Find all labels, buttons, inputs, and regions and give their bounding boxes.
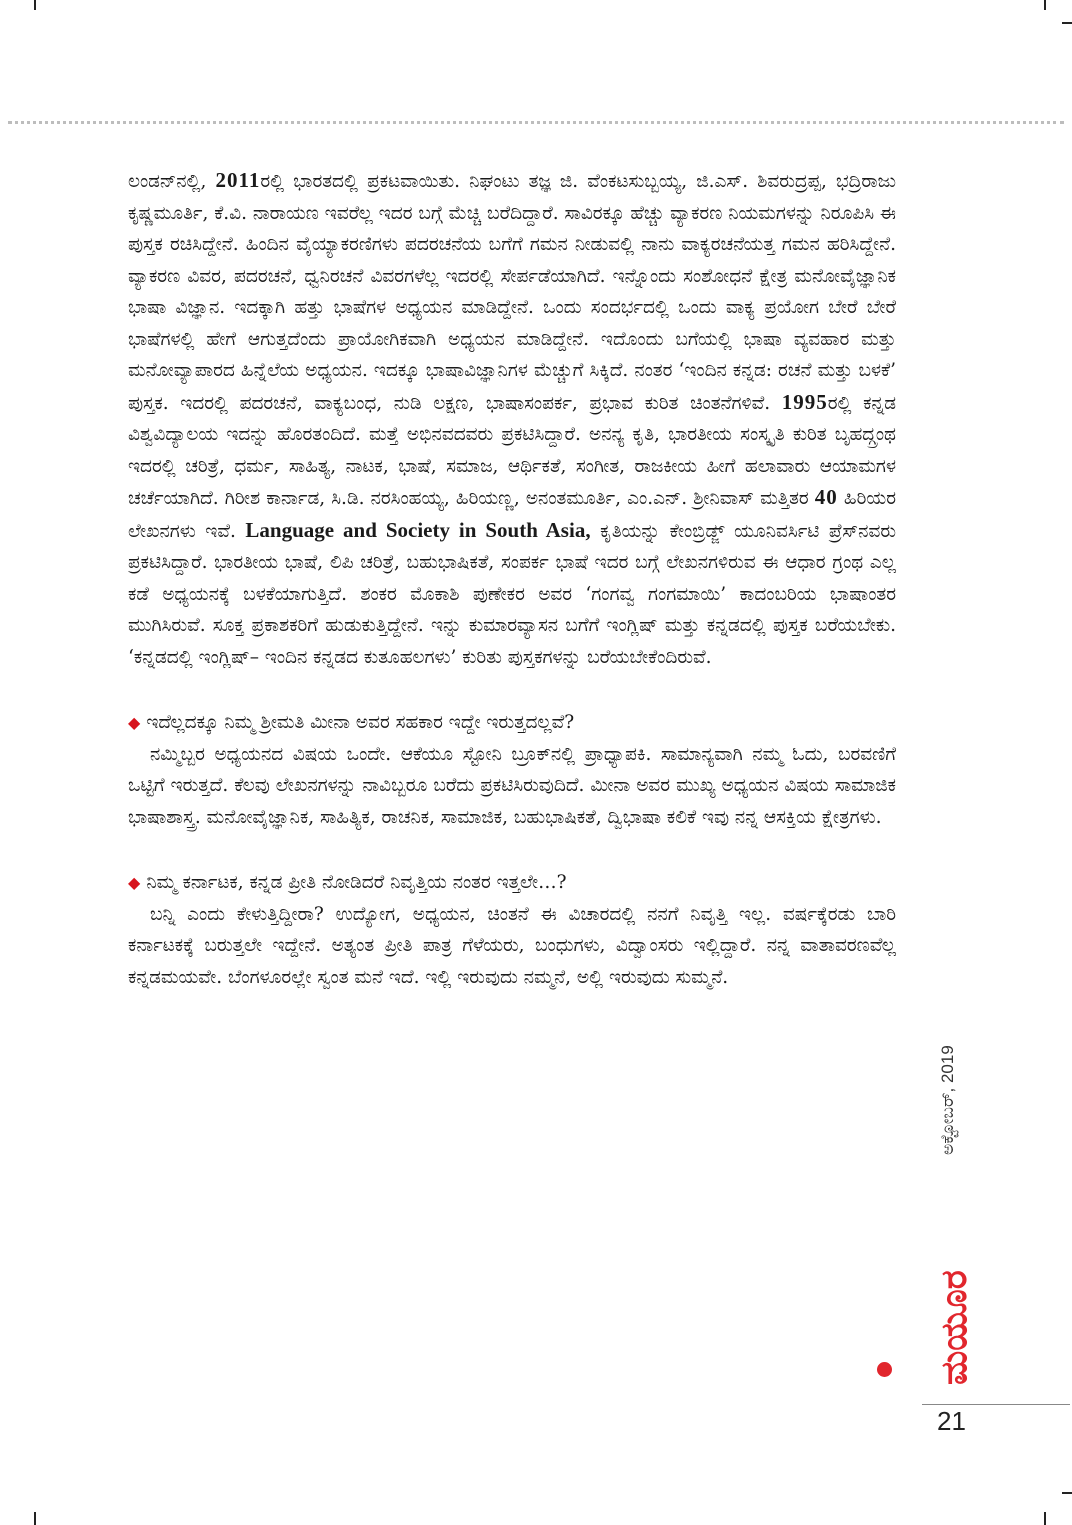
article-paragraph (128, 165, 896, 673)
crop-mark-top-left (34, 0, 36, 10)
issue-date-text: ಅಕ್ಟೋಬರ್, 2019 (938, 1045, 957, 1155)
folio-rule (922, 1404, 1070, 1405)
english-book-title: Language and Society in South Asia, (245, 517, 591, 542)
crop-mark-top-right (1044, 0, 1046, 10)
count-40: 40 (814, 485, 838, 509)
dotted-header-rule (8, 121, 1064, 124)
diamond-bullet-icon: ◆ (128, 713, 141, 732)
interview-question (128, 707, 896, 739)
crop-mark-right-lower (1062, 1492, 1072, 1494)
text-run: ಹಿರಿಯರ ಲೇಖನಗಳು ಇವೆ. (128, 488, 896, 542)
question-text: ಇದೆಲ್ಲದಕ್ಕೂ ನಿಮ್ಮ ಶ್ರೀಮತಿ ಮೀನಾ ಅವರ ಸಹಕಾರ ಇದ್ದೇ ಇರುತ್ತದಲ್ಲವೆ? (146, 712, 575, 733)
year-1995: 1995 (781, 389, 828, 414)
text-run: ರಲ್ಲಿ ಭಾರತದಲ್ಲಿ ಪ್ರಕಟವಾಯಿತು. ನಿಘಂಟು ತಜ್ಞ ಜಿ. ವೆಂಕಟಸುಬ್ಬಯ್ಯ, ಜಿ.ಎಸ್. ಶಿವರುದ್ರಪ್ಪ, ಭದ್ರಿರಾಜು ಕೃಷ್ಣಮೂರ್ತಿ, ಕೆ.ವಿ. ನಾರಾಯಣ ಇವರೆಲ್ಲ ಇದರ ಬಗ್ಗೆ ಮೆಚ್ಚಿ ಬರೆದಿದ್ದಾರೆ. ಸಾವಿರಕ್ಕೂ ಹೆಚ್ಚು ವ್ಯಾಕರಣ ನಿಯಮಗಳನ್ನು ನಿರೂಪಿಸಿ ಈ ಪುಸ್ತಕ ರಚಿಸಿದ್ದೇನೆ. ಹಿಂದಿನ ವೈಯ್ಯಾಕರಣಿಗಳು ಪದರಚನೆಯ ಬಗೆಗೆ ಗಮನ ನೀಡುವಲ್ಲಿ ನಾನು ವಾಕ್ಯರಚನೆಯತ್ತ ಗಮನ ಹರಿಸಿದ್ದೇನೆ. ವ್ಯಾಕರಣ ವಿವರ, ಪದರಚನೆ, ಧ್ವನಿರಚನೆ ವಿವರಗಳೆಲ್ಲ ಇದರಲ್ಲಿ ಸೇರ್ಪಡೆಯಾಗಿದೆ. ಇನ್ನೊಂದು ಸಂಶೋಧನೆ ಕ್ಷೇತ್ರ ಮನೋವೈಜ್ಞಾನಿಕ ಭಾಷಾ ವಿಜ್ಞಾನ. ಇದಕ್ಕಾಗಿ ಹತ್ತು ಭಾಷೆಗಳ ಅಧ್ಯಯನ ಮಾಡಿದ್ದೇನೆ. ಒಂದು ಸಂದರ್ಭದಲ್ಲಿ ಒಂದು ವಾಕ್ಯ ಪ್ರಯೋಗ ಬೇರೆ ಬೇರೆ ಭಾಷೆಗಳಲ್ಲಿ ಹೇಗೆ ಆಗುತ್ತದೆಂದು ಪ್ರಾಯೋಗಿಕವಾಗಿ ಅಧ್ಯಯನ ಮಾಡಿದ್ದೇನೆ. ಇದೊಂದು ಬಗೆಯಲ್ಲಿ ಭಾಷಾ ವ್ಯವಹಾರ ಮತ್ತು ಮನೋವ್ಯಾಪಾರದ ಹಿನ್ನೆಲೆಯ ಅಧ್ಯಯನ. ಇದಕ್ಕೂ ಭಾಷಾವಿಜ್ಞಾನಿಗಳ ಮೆಚ್ಚುಗೆ ಸಿಕ್ಕಿದೆ. ನಂತರ ‘ಇಂದಿನ ಕನ್ನಡ: ರಚನೆ ಮತ್ತು ಬಳಕೆ’ ಪುಸ್ತಕ. ಇದರಲ್ಲಿ ಪದರಚನೆ, ವಾಕ್ಯಬಂಧ, ನುಡಿ ಲಕ್ಷಣ, ಭಾಷಾಸಂಪರ್ಕ, ಪ್ರಭಾವ ಕುರಿತ ಚಿಂತನೆಗಳಿವೆ. (128, 171, 896, 414)
interview-answer: ಬನ್ನಿ ಎಂದು ಕೇಳುತ್ತಿದ್ದೀರಾ? ಉದ್ಯೋಗ, ಅಧ್ಯಯನ, ಚಿಂತನೆ ಈ ವಿಚಾರದಲ್ಲಿ ನನಗೆ ನಿವೃತ್ತಿ ಇಲ್ಲ. ವರ್ಷಕ್ಕೆರಡು ಬಾರಿ ಕರ್ನಾಟಕಕ್ಕೆ ಬರುತ್ತಲೇ ಇದ್ದೇನೆ. ಅತ್ಯಂತ ಪ್ರೀತಿ ಪಾತ್ರ ಗೆಳೆಯರು, ಬಂಧುಗಳು, ವಿದ್ವಾಂಸರು ಇಲ್ಲಿದ್ದಾರೆ. ನನ್ನ ವಾತಾವರಣವೆಲ್ಲ ಕನ್ನಡಮಯವೇ. ಬೆಂಗಳೂರಲ್ಲೇ ಸ್ವಂತ ಮನೆ ಇದೆ. ಇಲ್ಲಿ ಇರುವುದು ನಮ್ಮನೆ, ಅಲ್ಲಿ ಇರುವುದು ಸುಮ್ಮನೆ. (128, 903, 896, 988)
interview-answer: ನಮ್ಮಿಬ್ಬರ ಅಧ್ಯಯನದ ವಿಷಯ ಒಂದೇ. ಆಕೆಯೂ ಸ್ಟೋನಿ ಬ್ರೂಕ್‌ನಲ್ಲಿ ಪ್ರಾಧ್ಯಾಪಕಿ. ಸಾಮಾನ್ಯವಾಗಿ ನಮ್ಮ ಓದು, ಬರವಣಿಗೆ ಒಟ್ಟಿಗೆ ಇರುತ್ತದೆ. ಕೆಲವು ಲೇಖನಗಳನ್ನು ನಾವಿಬ್ಬರೂ ಬರೆದು ಪ್ರಕಟಿಸಿರುವುದಿದೆ. ಮೀನಾ ಅವರ ಮುಖ್ಯ ಅಧ್ಯಯನ ವಿಷಯ ಸಾಮಾಜಿಕ ಭಾಷಾಶಾಸ್ತ್ರ. ಮನೋವೈಜ್ಞಾನಿಕ, ಸಾಹಿತ್ಯಿಕ, ರಾಚನಿಕ, ಸಾಮಾಜಿಕ, ಬಹುಭಾಷಿಕತೆ, ದ್ವಿಭಾಷಾ ಕಲಿಕೆ ಇವು ನನ್ನ ಆಸಕ್ತಿಯ ಕ್ಷೇತ್ರಗಳು. (128, 743, 896, 828)
diamond-bullet-icon: ◆ (128, 873, 141, 892)
red-dot-icon (877, 1362, 892, 1377)
magazine-logo-text: ಮಯೂರ (934, 1270, 975, 1385)
question-text: ನಿಮ್ಮ ಕರ್ನಾಟಕ, ಕನ್ನಡ ಪ್ರೀತಿ ನೋಡಿದರೆ ನಿವೃತ್ತಿಯ ನಂತರ ಇತ್ತಲೇ…? (146, 872, 567, 893)
article-body (128, 165, 896, 993)
text-run: ಲಂಡನ್‌ನಲ್ಲಿ, (128, 171, 216, 192)
crop-mark-bottom-right (1044, 1512, 1046, 1525)
interview-question (128, 867, 896, 899)
crop-mark-right-upper (1062, 22, 1072, 24)
text-run: ಕೃತಿಯನ್ನು ಕೇಂಬ್ರಿಡ್ಜ್ ಯೂನಿವರ್ಸಿಟಿ ಪ್ರೆಸ್‌ನವರು ಪ್ರಕಟಿಸಿದ್ದಾರೆ. ಭಾರತೀಯ ಭಾಷೆ, ಲಿಪಿ ಚರಿತ್ರೆ, ಬಹುಭಾಷಿಕತೆ, ಸಂಪರ್ಕ ಭಾಷೆ ಇದರ ಬಗ್ಗೆ ಲೇಖನಗಳಿರುವ ಈ ಆಧಾರ ಗ್ರಂಥ ಎಲ್ಲ ಕಡೆ ಅಧ್ಯಯನಕ್ಕೆ ಬಳಕೆಯಾಗುತ್ತಿದೆ. ಶಂಕರ ಮೊಕಾಶಿ ಪುಣೇಕರ ಅವರ ‘ಗಂಗವ್ವ ಗಂಗಮಾಯಿ’ ಕಾದಂಬರಿಯ ಭಾಷಾಂತರ ಮುಗಿಸಿರುವೆ. ಸೂಕ್ತ ಪ್ರಕಾಶಕರಿಗೆ ಹುಡುಕುತ್ತಿದ್ದೇನೆ. ಇನ್ನು ಕುಮಾರವ್ಯಾಸನ ಬಗೆಗೆ ಇಂಗ್ಲಿಷ್ ಮತ್ತು ಕನ್ನಡದಲ್ಲಿ ಪುಸ್ತಕ ಬರೆಯಬೇಕು. ‘ಕನ್ನಡದಲ್ಲಿ ಇಂಗ್ಲಿಷ್– ಇಂದಿನ ಕನ್ನಡದ ಕುತೂಹಲಗಳು’ ಕುರಿತು ಪುಸ್ತಕಗಳನ್ನು ಬರೆಯಬೇಕೆಂದಿರುವೆ. (128, 520, 896, 668)
text-run: ರಲ್ಲಿ ಕನ್ನಡ ವಿಶ್ವವಿದ್ಯಾಲಯ ಇದನ್ನು ಹೊರತಂದಿದೆ. ಮತ್ತೆ ಅಭಿನವದವರು ಪ್ರಕಟಿಸಿದ್ದಾರೆ. ಅನನ್ಯ ಕೃತಿ, ಭಾರತೀಯ ಸಂಸ್ಕೃತಿ ಕುರಿತ ಬೃಹದ್ಗ್ರಂಥ ಇದರಲ್ಲಿ ಚರಿತ್ರೆ, ಧರ್ಮ, ಸಾಹಿತ್ಯ, ನಾಟಕ, ಭಾಷೆ, ಸಮಾಜ, ಆರ್ಥಿಕತೆ, ಸಂಗೀತ, ರಾಜಕೀಯ ಹೀಗೆ ಹಲಾವಾರು ಆಯಾಮಗಳ ಚರ್ಚೆಯಾಗಿದೆ. ಗಿರೀಶ ಕಾರ್ನಾಡ, ಸಿ.ಡಿ. ನರಸಿಂಹಯ್ಯ, ಹಿರಿಯಣ್ಣ, ಅನಂತಮೂರ್ತಿ, ಎಂ.ಎನ್. ಶ್ರೀನಿವಾಸ್ ಮತ್ತಿತರ (128, 392, 897, 509)
year-2011: 2011 (215, 168, 261, 192)
page-number: 21 (937, 1406, 966, 1436)
crop-mark-bottom-left (34, 1512, 36, 1525)
